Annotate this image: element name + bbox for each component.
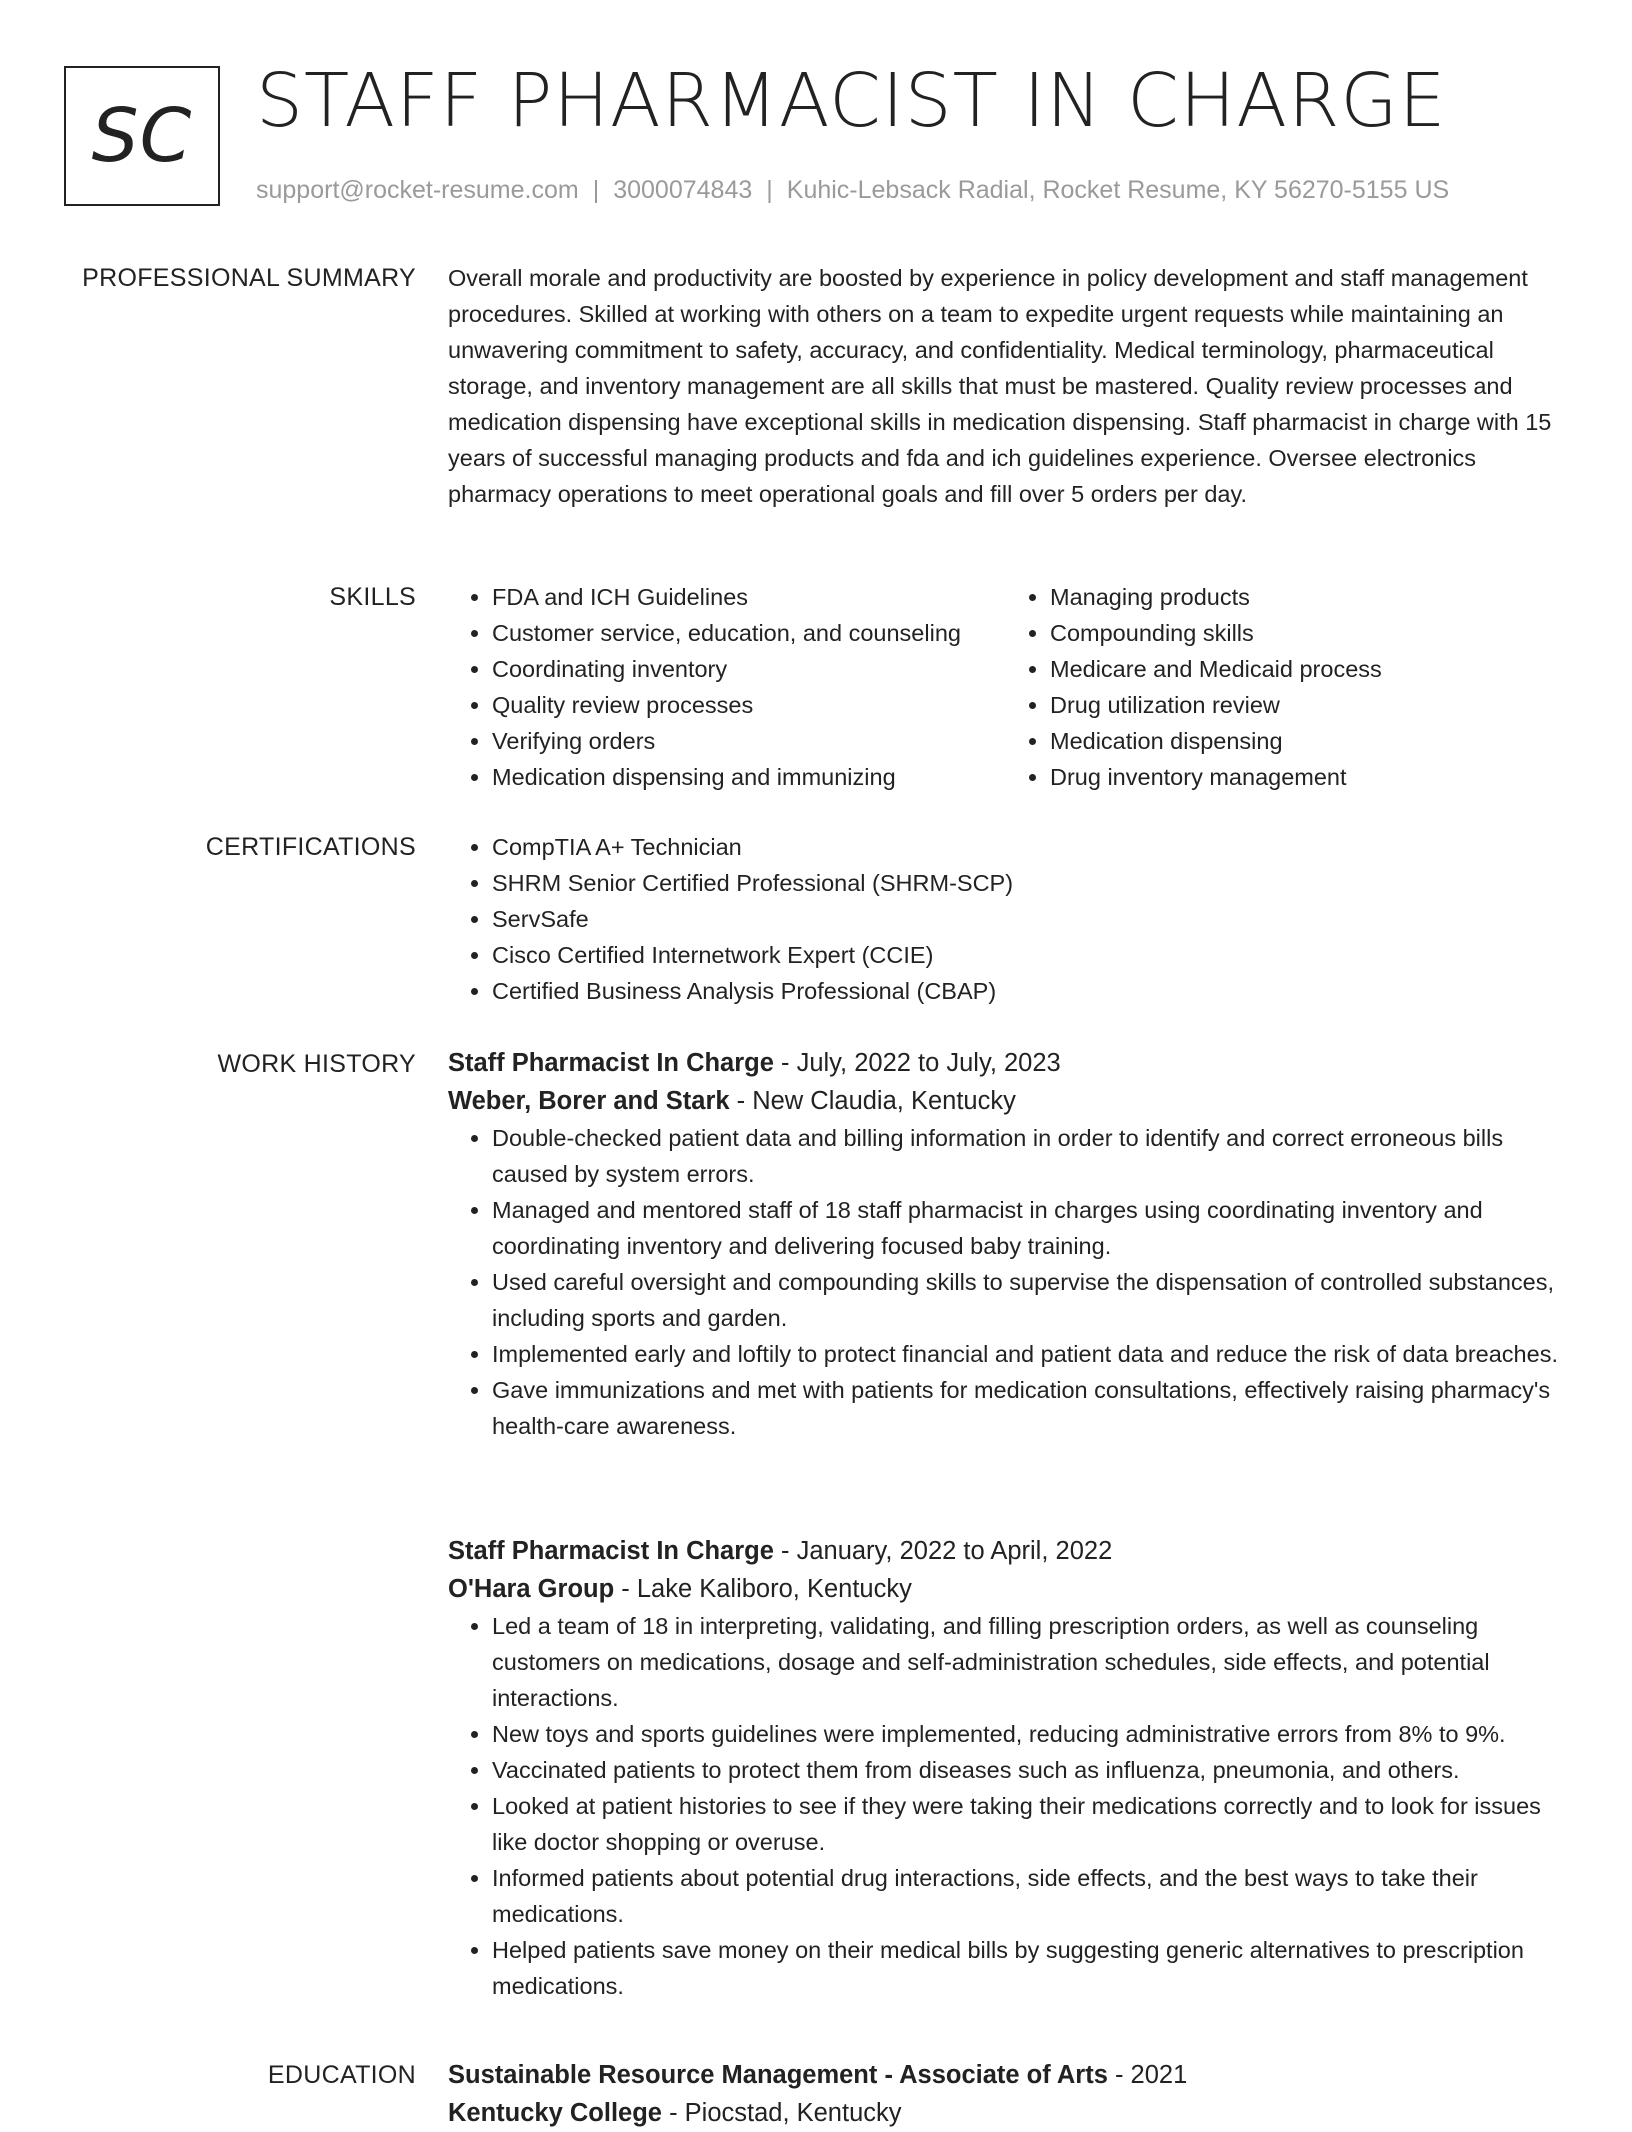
- job-duty: • Vaccinated patients to protect them from diseases such as influenza, pneumonia, and others.: [492, 1752, 1564, 1788]
- certifications-list: [448, 829, 1564, 1009]
- skill-item: • Medicare and Medicaid process: [1050, 651, 1564, 687]
- job-duty: • Helped patients save money on their medical bills by suggesting generic alternatives to prescription medications.: [492, 1932, 1564, 2004]
- job-duty: • Looked at patient histories to see if they were taking their medications correctly and to look for issues like doctor shopping or overuse.: [492, 1788, 1564, 1860]
- job-title-line: [448, 1532, 1564, 1570]
- contact-email: support@rocket-resume.com: [256, 176, 579, 204]
- job-entry: [448, 1044, 1564, 1444]
- certification-item: • ServSafe: [492, 901, 1564, 937]
- summary-body: [448, 260, 1564, 512]
- job-title: Staff Pharmacist In Charge: [448, 1537, 774, 1565]
- job-entry: [448, 1532, 1564, 2004]
- skills-list-right: [1006, 579, 1564, 795]
- education-degree-line: [448, 2056, 1564, 2094]
- section-label-skills: SKILLS: [329, 583, 416, 611]
- certification-item: • Certified Business Analysis Professional (CBAP): [492, 973, 1564, 1009]
- job-location: - New Claudia, Kentucky: [729, 1087, 1016, 1115]
- contact-line: [256, 174, 1449, 206]
- job-company: Weber, Borer and Stark: [448, 1087, 730, 1115]
- contact-phone: 3000074843: [613, 176, 753, 204]
- job-duty: • Led a team of 18 in interpreting, validating, and filling prescription orders, as well as counseling customers on medications, dosage and self-administration schedules, side effects, and potential interactions.: [492, 1608, 1564, 1716]
- education-location: - Piocstad, Kentucky: [661, 2099, 902, 2127]
- job-duties-list: [448, 1608, 1564, 2004]
- job-duty: • Implemented early and loftily to protect financial and patient data and reduce the risk of data breaches.: [492, 1336, 1564, 1372]
- education-school-line: [448, 2094, 1564, 2132]
- certification-item: • CompTIA A+ Technician: [492, 829, 1564, 865]
- education-degree: Sustainable Resource Management - Associate of Arts: [448, 2061, 1108, 2089]
- monogram-initials: SC: [91, 93, 193, 179]
- work-history-body-2: [448, 1532, 1564, 2004]
- skill-item: • Medication dispensing and immunizing: [492, 759, 1006, 795]
- section-label-summary: PROFESSIONAL SUMMARY: [82, 264, 416, 292]
- job-duty: • Managed and mentored staff of 18 staff pharmacist in charges using coordinating inventory and coordinating inventory and delivering focused baby training.: [492, 1192, 1564, 1264]
- section-label-work-history: WORK HISTORY: [217, 1050, 416, 1078]
- skill-item: • FDA and ICH Guidelines: [492, 579, 1006, 615]
- contact-address: Kuhic-Lebsack Radial, Rocket Resume, KY 56270-5155 US: [786, 176, 1450, 204]
- skill-item: • Coordinating inventory: [492, 651, 1006, 687]
- skill-item: • Compounding skills: [1050, 615, 1564, 651]
- contact-separator: |: [592, 176, 600, 204]
- skill-item: • Medication dispensing: [1050, 723, 1564, 759]
- education-year: - 2021: [1107, 2061, 1188, 2089]
- job-duty: • New toys and sports guidelines were implemented, reducing administrative errors from 8% to 9%.: [492, 1716, 1564, 1752]
- job-company: O'Hara Group: [448, 1575, 615, 1603]
- job-duty: • Gave immunizations and met with patients for medication consultations, effectively raising pharmacy's health-care awareness.: [492, 1372, 1564, 1444]
- skill-item: • Quality review processes: [492, 687, 1006, 723]
- certification-item: • Cisco Certified Internetwork Expert (CCIE): [492, 937, 1564, 973]
- skills-body: [448, 579, 1564, 795]
- monogram-box: [64, 66, 220, 206]
- job-duty: • Used careful oversight and compounding skills to supervise the dispensation of controlled substances, including sports and garden.: [492, 1264, 1564, 1336]
- job-duties-list: [448, 1120, 1564, 1444]
- education-body: [448, 2056, 1564, 2132]
- skill-item: • Drug utilization review: [1050, 687, 1564, 723]
- section-label-education: EDUCATION: [267, 2061, 416, 2089]
- job-location: - Lake Kaliboro, Kentucky: [614, 1575, 912, 1603]
- education-school: Kentucky College: [448, 2099, 662, 2127]
- certifications-body: [448, 829, 1564, 1009]
- resume-title: STAFF PHARMACIST IN CHARGE: [256, 58, 1447, 144]
- job-company-line: [448, 1082, 1564, 1120]
- job-dates: - January, 2022 to April, 2022: [773, 1537, 1113, 1565]
- certification-item: • SHRM Senior Certified Professional (SHRM-SCP): [492, 865, 1564, 901]
- job-dates: - July, 2022 to July, 2023: [773, 1049, 1061, 1077]
- skill-item: • Drug inventory management: [1050, 759, 1564, 795]
- summary-text: Overall morale and productivity are boosted by experience in policy development and staff management procedures. Skilled at working with others on a team to expedite urgent requests while maintaining an unwavering commitment to safety, accuracy, and confidentiality. Medical terminology, pharmaceutical storage, and inventory management are all skills that must be mastered. Quality review processes and medication dispensing have exceptional skills in medication dispensing. Staff pharmacist in charge with 15 years of successful managing products and fda and ich guidelines experience. Oversee electronics pharmacy operations to meet operational goals and fill over 5 orders per day.: [448, 265, 1552, 507]
- job-duty: • Informed patients about potential drug interactions, side effects, and the best ways to take their medications.: [492, 1860, 1564, 1932]
- skill-item: • Customer service, education, and counseling: [492, 615, 1006, 651]
- skill-item: • Verifying orders: [492, 723, 1006, 759]
- job-title: Staff Pharmacist In Charge: [448, 1049, 774, 1077]
- contact-separator: |: [766, 176, 773, 204]
- job-company-line: [448, 1570, 1564, 1608]
- skill-item: • Managing products: [1050, 579, 1564, 615]
- section-label-certifications: CERTIFICATIONS: [205, 833, 416, 861]
- job-title-line: [448, 1044, 1564, 1082]
- skills-list-left: [448, 579, 1006, 795]
- job-duty: • Double-checked patient data and billing information in order to identify and correct erroneous bills caused by system errors.: [492, 1120, 1564, 1192]
- work-history-body: [448, 1044, 1564, 1444]
